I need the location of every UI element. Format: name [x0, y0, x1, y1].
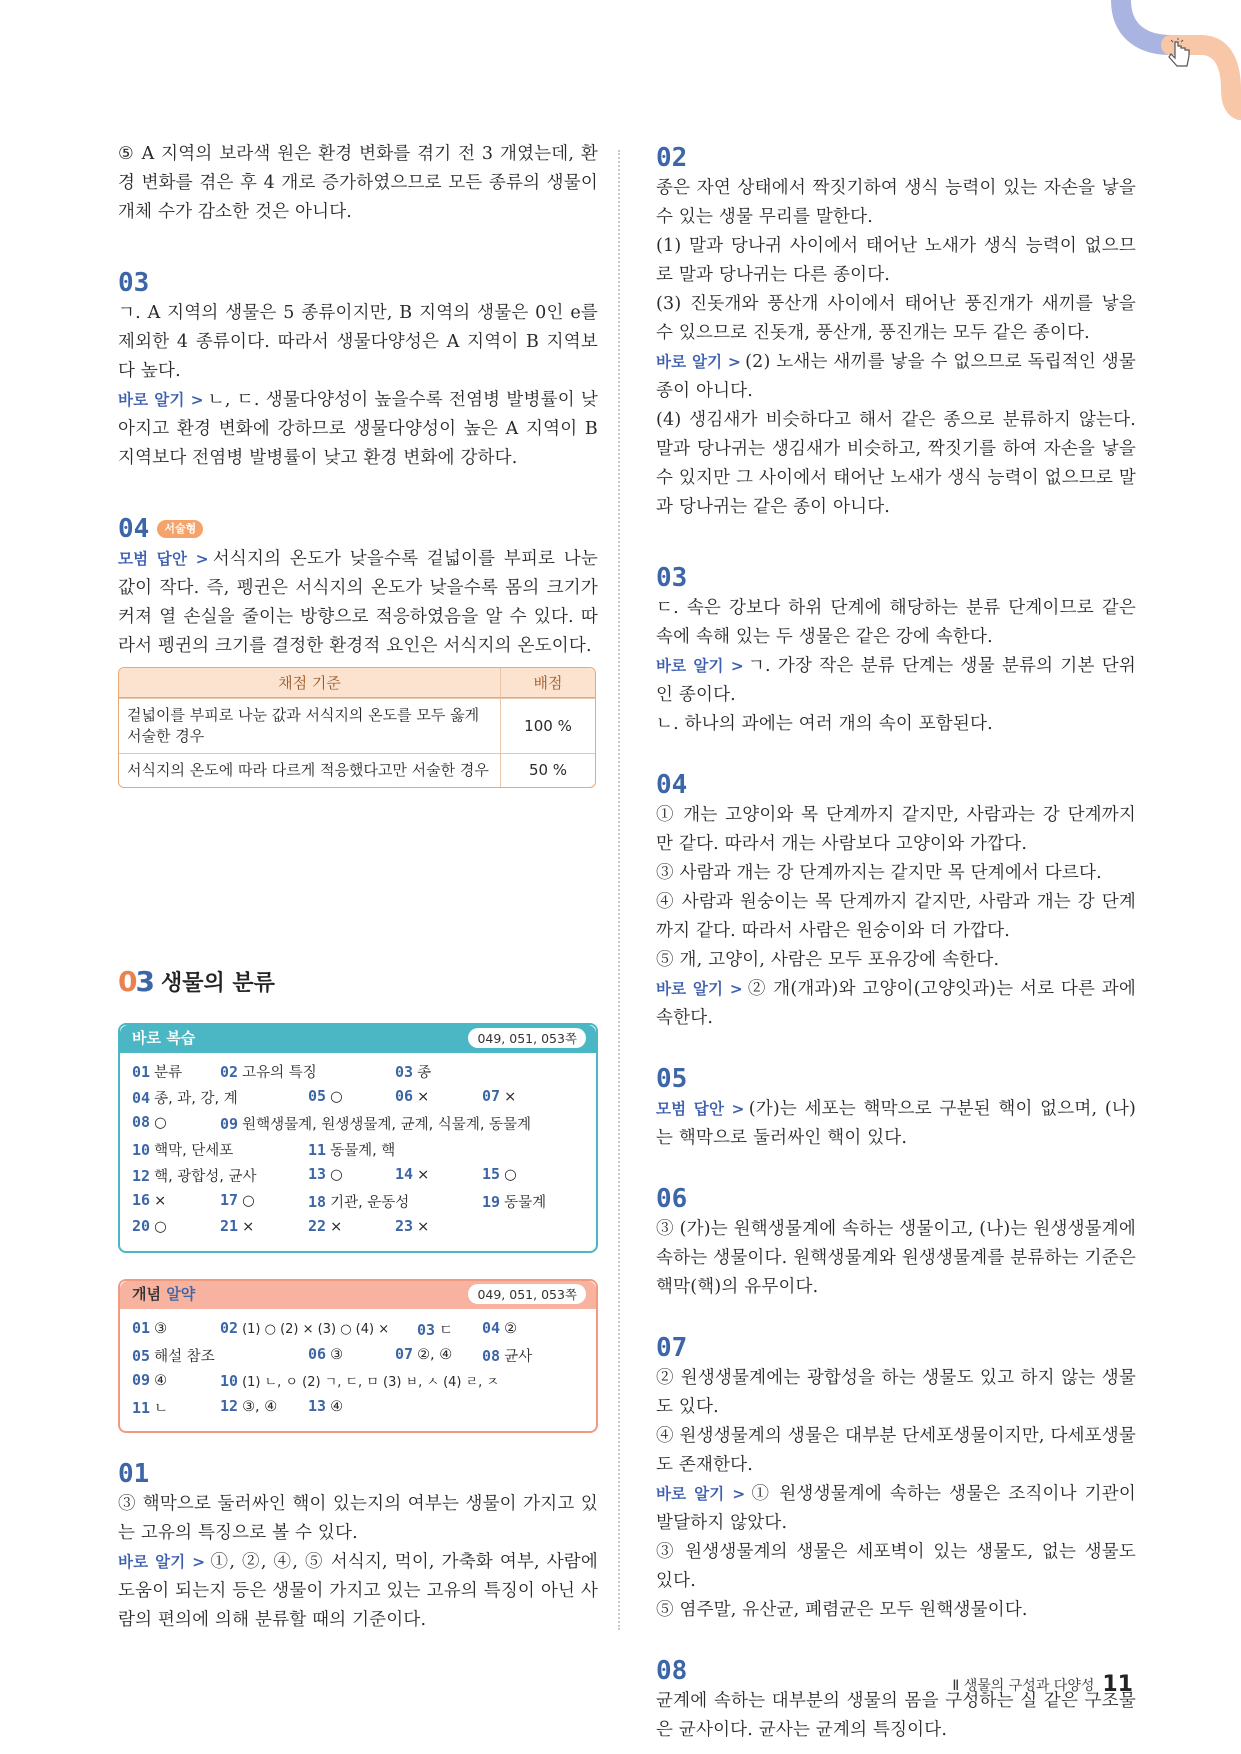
answer-item: 13 ④: [308, 1397, 344, 1415]
review-label: 바로 복습: [132, 1029, 196, 1047]
answer-item: 09 ④: [132, 1371, 168, 1389]
correction-tag: 바로 알기 >: [656, 1485, 746, 1503]
answer-text: ③ 사람과 개는 강 단계까지는 같지만 목 단계에서 다르다.: [656, 863, 1102, 883]
correction-text: 바로 알기 > (2) 노새는 새끼를 낳을 수 없으므로 독립적인 생물종이 아니다.: [656, 352, 1136, 401]
intro-paragraph: ⑤ A 지역의 보라색 원은 환경 변화를 겪기 전 3 개였는데, 환경 변화를 겪은 후 4 개로 증가하였으므로 모든 종류의 생물이 개체 수가 감소한 것은 아니다.: [118, 144, 598, 222]
answer-item: 01 분류: [132, 1063, 183, 1081]
answer-item: 21 ×: [220, 1217, 255, 1235]
answer-item: 07 ×: [482, 1087, 517, 1105]
question-number: 08: [656, 1656, 688, 1686]
question-number: 05: [656, 1064, 688, 1094]
summary-box-header: [120, 1281, 596, 1309]
answer-item: 04 종, 과, 강, 계: [132, 1089, 238, 1107]
answer-item: 11 동물계, 핵: [308, 1141, 396, 1159]
answer-text: ③ 핵막으로 둘러싸인 핵이 있는지의 여부는 생물이 가지고 있는 고유의 특징으로 볼 수 있다.: [118, 1494, 598, 1543]
answer-item: 05 ○: [308, 1087, 343, 1105]
answer-item: 06 ③: [308, 1345, 344, 1363]
model-answer-tag: 모범 답안 >: [118, 550, 209, 568]
page-ref: 049, 051, 053쪽: [468, 1284, 586, 1304]
answer-item: 13 ○: [308, 1165, 343, 1183]
answer-text: ③ (가)는 원핵생물계에 속하는 생물이고, (나)는 원생생물계에 속하는 생물이다. 원핵생물계와 원생생물계를 분류하는 기준은 핵막(핵)의 유무이다.: [656, 1219, 1136, 1297]
question-number: 02: [656, 143, 688, 173]
right-column: [656, 142, 1136, 1745]
answer-item: 20 ○: [132, 1217, 167, 1235]
correction-text: ㄴ. 하나의 과에는 여러 개의 속이 포함된다.: [656, 714, 993, 734]
correction-text: (4) 생김새가 비슷하다고 해서 같은 종으로 분류하지 않는다. 말과 당나귀는 생김새가 비슷하고, 짝짓기를 하여 자손을 낳을 수 있지만 그 사이에서 태어난 노새가 생식 능력이 없으므로 말과 당나귀는 같은 종이 아니다.: [656, 410, 1136, 517]
scoring-table: [118, 667, 596, 788]
question-number: 04: [656, 770, 688, 800]
model-answer-text: 모범 답안 > 서식지의 온도가 낮을수록 겉넓이를 부피로 나눈 값이 작다. 즉, 펭귄은 서식지의 온도가 낮을수록 몸의 크기가 커져 열 손실을 줄이는 방향으로 적응하였음을 알 수 있다. 따라서 펭귄의 크기를 결정한 환경적 요인은 서식지의 온도이다.: [118, 549, 598, 656]
summary-answers: [120, 1309, 596, 1424]
answer-item: 02 고유의 특징: [220, 1063, 317, 1081]
correction-text: 바로 알기 > ㄱ. 가장 작은 분류 단계는 생물 분류의 기본 단위인 종이다.: [656, 656, 1136, 705]
answer-item: 06 ×: [395, 1087, 430, 1105]
correction-tag: 바로 알기 >: [118, 1553, 206, 1571]
essay-badge: 서술형: [157, 520, 203, 538]
answer-text: ② 원생생물계에는 광합성을 하는 생물도 있고 하지 않는 생물도 있다.: [656, 1368, 1136, 1417]
answer-item: 11 ㄴ: [132, 1399, 169, 1417]
answer-text: ㄷ. 속은 강보다 하위 단계에 해당하는 분류 단계이므로 같은 속에 속해 있는 두 생물은 같은 강에 속한다.: [656, 598, 1136, 647]
answer-item: 23 ×: [395, 1217, 430, 1235]
question-number: 03: [118, 268, 150, 298]
answer-item: 04 ②: [482, 1319, 518, 1337]
section-number: 03: [118, 965, 153, 998]
chapter-title: Ⅱ 생물의 구성과 다양성: [952, 1677, 1095, 1694]
answer-text: 균계에 속하는 대부분의 생물의 몸을 구성하는 실 같은 구조물은 균사이다. 균사는 균계의 특징이다.: [656, 1691, 1136, 1740]
column-divider: [618, 150, 620, 1630]
question-number: 03: [656, 563, 688, 593]
review-box-header: [120, 1025, 596, 1053]
answer-text: (3) 진돗개와 풍산개 사이에서 태어난 풍진개가 새끼를 낳을 수 있으므로 진돗개, 풍산개, 풍진개는 모두 같은 종이다.: [656, 294, 1136, 343]
answer-text: 종은 자연 상태에서 짝짓기하여 생식 능력이 있는 자손을 낳을 수 있는 생물 무리를 말한다.: [656, 178, 1136, 227]
correction-text: 바로 알기 > ① 원생생물계에 속하는 생물은 조직이나 기관이 발달하지 않았다.: [656, 1484, 1136, 1533]
model-answer-tag: 모범 답안 >: [656, 1100, 745, 1118]
answer-text: ⑤ 개, 고양이, 사람은 모두 포유강에 속한다.: [656, 950, 1000, 970]
table-row: 서식지의 온도에 따라 다르게 적응했다고만 서술한 경우 50 %: [119, 753, 595, 787]
table-header: 배점: [500, 668, 595, 698]
answer-item: 01 ③: [132, 1319, 168, 1337]
section-title: 03 생물의 분류: [118, 965, 275, 998]
answer-item: 22 ×: [308, 1217, 343, 1235]
concept-summary-box: [118, 1279, 598, 1433]
answer-item: 14 ×: [395, 1165, 430, 1183]
answer-item: 07 ②, ④: [395, 1345, 453, 1363]
correction-text: 바로 알기 > ② 개(개과)와 고양이(고양잇과)는 서로 다른 과에 속한다.: [656, 979, 1137, 1028]
answer-item: 03 종: [395, 1063, 432, 1081]
answer-item: 19 동물계: [482, 1193, 547, 1211]
answer-item: 16 ×: [132, 1191, 167, 1209]
correction-tag: 바로 알기 >: [656, 657, 744, 675]
correction-tag: 바로 알기 >: [656, 980, 743, 998]
answer-item: 17 ○: [220, 1191, 255, 1209]
summary-label: 개념 알약: [132, 1285, 196, 1303]
correction-text: ⑤ 염주말, 유산균, 폐렴균은 모두 원핵생물이다.: [656, 1600, 1028, 1620]
review-answers: [120, 1053, 596, 1243]
answer-text: ④ 사람과 원숭이는 목 단계까지 같지만, 사람과 개는 강 단계까지 같다. 따라서 사람은 원숭이와 더 가깝다.: [656, 892, 1136, 941]
correction-text: ③ 원생생물계의 생물은 세포벽이 있는 생물도, 없는 생물도 있다.: [656, 1542, 1136, 1591]
left-column: [118, 140, 598, 788]
correction-text: 바로 알기 > ㄴ, ㄷ. 생물다양성이 높을수록 전염병 발병률이 낮아지고 환경 변화에 강하므로 생물다양성이 높은 A 지역이 B 지역보다 전염병 발병률이 낮고 환경 변화에 강하다.: [118, 390, 599, 468]
page-footer: [952, 1672, 1133, 1697]
question-number: 01: [118, 1459, 150, 1489]
model-answer-text: 모범 답안 > (가)는 세포는 핵막으로 구분된 핵이 없으며, (나)는 핵막으로 둘러싸인 핵이 있다.: [656, 1099, 1136, 1148]
correction-tag: 바로 알기 >: [118, 391, 204, 409]
answer-item: 08 균사: [482, 1347, 533, 1365]
corner-decoration: [1051, 0, 1241, 120]
question-number: 04 서술형: [118, 513, 598, 545]
answer-text: ① 개는 고양이와 목 단계까지 같지만, 사람과는 강 단계까지만 같다. 따라서 개는 사람보다 고양이와 가깝다.: [656, 805, 1136, 854]
answer-item: 09 원핵생물계, 원생생물계, 균계, 식물계, 동물계: [220, 1115, 532, 1133]
correction-tag: 바로 알기 >: [656, 353, 742, 371]
table-row: 겉넓이를 부피로 나눈 값과 서식지의 온도를 모두 옳게 서술한 경우 100 %: [119, 698, 595, 753]
left-column-bottom: [118, 1458, 598, 1635]
page-ref: 049, 051, 053쪽: [468, 1028, 586, 1048]
question-number: 06: [656, 1184, 688, 1214]
answer-text: ㄱ. A 지역의 생물은 5 종류이지만, B 지역의 생물은 0인 e를 제외한 4 종류이다. 따라서 생물다양성은 A 지역이 B 지역보다 높다.: [118, 303, 598, 381]
answer-item: 05 해설 참조: [132, 1347, 215, 1365]
correction-text: 바로 알기 > ①, ②, ④, ⑤ 서식지, 먹이, 가축화 여부, 사람에 도움이 되는지 등은 생물이 가지고 있는 고유의 특징이 아닌 사람의 편의에 의해 분류할 때의 기준이다.: [118, 1552, 599, 1630]
question-number: 07: [656, 1333, 688, 1363]
answer-item: 02 (1) ○ (2) × (3) ○ (4) ×: [220, 1319, 390, 1337]
answer-item: 12 핵, 광합성, 균사: [132, 1167, 257, 1185]
answer-item: 18 기관, 운동성: [308, 1193, 410, 1211]
answer-item: 10 핵막, 단세포: [132, 1141, 234, 1159]
page-number: 11: [1102, 1672, 1133, 1697]
answer-item: 08 ○: [132, 1113, 167, 1131]
answer-item: 03 ㄷ: [417, 1321, 454, 1339]
review-box: [118, 1023, 598, 1253]
answer-text: ④ 원생생물계의 생물은 대부분 단세포생물이지만, 다세포생물도 존재한다.: [656, 1426, 1136, 1475]
answer-item: 15 ○: [482, 1165, 517, 1183]
table-header: 채점 기준: [119, 668, 500, 698]
answer-item: 10 (1) ㄴ, ㅇ (2) ㄱ, ㄷ, ㅁ (3) ㅂ, ㅅ (4) ㄹ, ㅈ: [220, 1372, 499, 1390]
answer-text: (1) 말과 당나귀 사이에서 태어난 노새가 생식 능력이 없으므로 말과 당나귀는 다른 종이다.: [656, 236, 1136, 285]
answer-item: 12 ③, ④: [220, 1397, 278, 1415]
